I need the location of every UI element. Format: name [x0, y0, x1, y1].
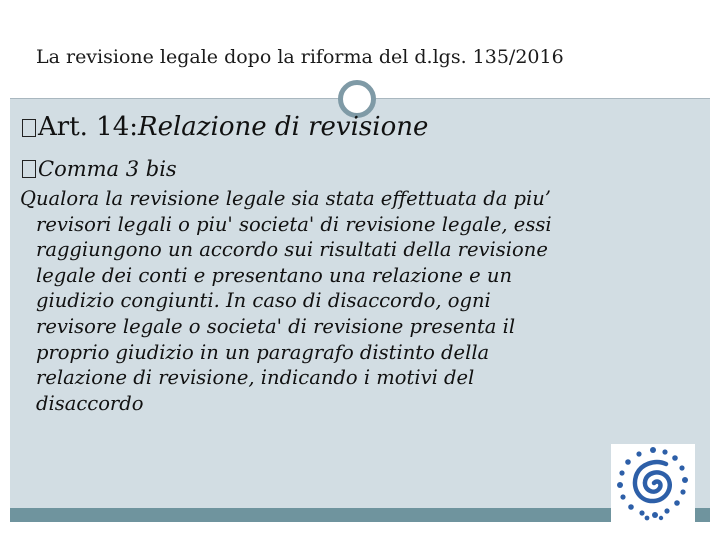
subheading: Comma 3 bis: [38, 157, 177, 181]
heading-prefix: Art. 14:: [38, 112, 139, 142]
paragraph-line: proprio giudizio in un paragrafo distinto della: [36, 340, 490, 364]
spiral-logo-svg: [611, 444, 695, 522]
body-paragraph: [20, 186, 680, 416]
paragraph-line: legale dei conti e presentano una relazione e un: [36, 263, 513, 287]
paragraph-line: Qualora la revisione legale sia stata effettuata da piu’: [20, 187, 552, 210]
heading-line: [22, 112, 428, 142]
paragraph-line: giudizio congiunti. In caso di disaccordo, ogni: [36, 289, 491, 313]
subheading-line: [22, 157, 177, 181]
spiral-logo-icon: [611, 444, 695, 522]
paragraph-line: disaccordo: [36, 391, 144, 415]
bottom-bar: [10, 508, 710, 522]
bullet-box-icon: [22, 160, 36, 178]
paragraph-line: raggiungono un accordo sui risultati della revisione: [36, 238, 548, 262]
paragraph-line: relazione di revisione, indicando i motivi del: [36, 366, 475, 390]
bullet-box-icon: [22, 119, 36, 137]
paragraph-line: revisore legale o societa' di revisione presenta il: [36, 314, 516, 338]
slide-title: La revisione legale dopo la riforma del d.lgs. 135/2016: [36, 46, 564, 68]
paragraph-line: revisori legali o piu' societa' di revisione legale, essi: [36, 212, 552, 236]
heading-italic: Relazione di revisione: [138, 112, 429, 142]
